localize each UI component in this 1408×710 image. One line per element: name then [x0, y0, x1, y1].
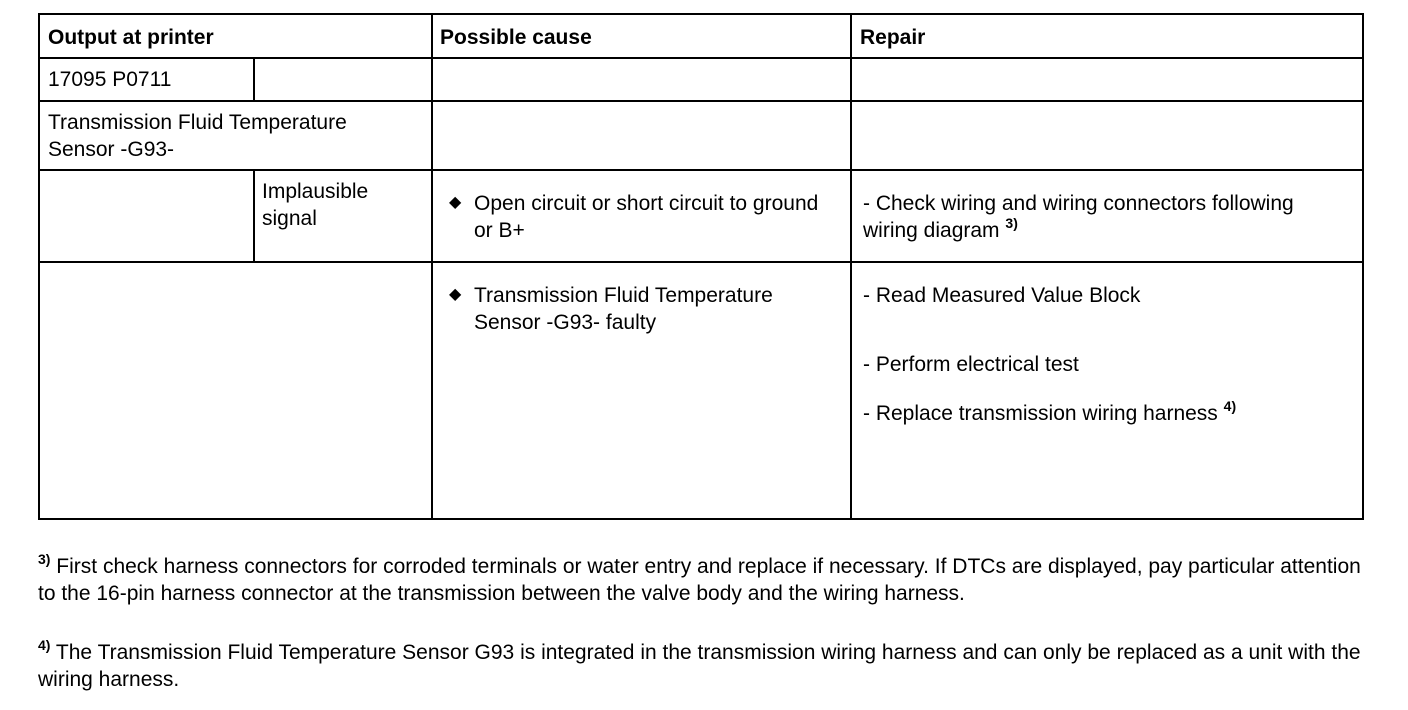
- footnote-ref-4: 4): [1223, 398, 1237, 414]
- fault-code: 17095 P0711: [48, 68, 172, 91]
- diagnostic-table: [38, 13, 1364, 520]
- repair-replace-harness: [863, 400, 1353, 427]
- column-divider: [431, 15, 433, 518]
- footnote-4-marker: 4): [38, 637, 51, 653]
- row-divider: [40, 100, 1362, 102]
- possible-cause-sensor: Transmission Fluid Temperature Sensor -G93- faulty: [474, 284, 773, 334]
- footnote-3-marker: 3): [38, 551, 51, 567]
- repair-check-wiring-text: - Check wiring and wiring connectors following wiring diagram: [863, 192, 1294, 242]
- column-divider: [850, 15, 852, 518]
- possible-cause-wiring: Open circuit or short circuit to ground or B+: [474, 192, 819, 242]
- repair-replace-harness-text: - Replace transmission wiring harness: [863, 402, 1218, 425]
- row-divider: [40, 57, 1362, 59]
- repair-check-wiring: [863, 190, 1353, 244]
- column-divider: [253, 169, 255, 263]
- component-name: Transmission Fluid Temperature Sensor -G93-: [48, 111, 347, 161]
- fault-description: Implausible signal: [262, 180, 369, 230]
- footnote-4: [38, 639, 1378, 693]
- footnote-3: [38, 553, 1378, 607]
- footnote-4-text: The Transmission Fluid Temperature Sensor G93 is integrated in the transmission wiring harness and can only be replaced as a unit with the wiring harness.: [38, 641, 1361, 691]
- header-output-at-printer: Output at printer: [48, 26, 214, 49]
- footnote-ref-3: 3): [1005, 215, 1018, 231]
- row-divider: [40, 261, 1362, 263]
- repair-read-measured-value-block: - Read Measured Value Block: [863, 284, 1141, 307]
- column-divider: [253, 57, 255, 102]
- diamond-bullet-icon: ◆: [449, 286, 462, 303]
- repair-electrical-test: - Perform electrical test: [863, 353, 1079, 376]
- header-repair: Repair: [860, 26, 926, 49]
- footnote-3-text: First check harness connectors for corroded terminals or water entry and replace if necessary. If DTCs are displayed, pay particular attention to the 16-pin harness connector at the transmission between the valve body and the wiring harness.: [38, 555, 1361, 605]
- row-divider: [40, 169, 1362, 171]
- header-possible-cause: Possible cause: [440, 26, 592, 49]
- diamond-bullet-icon: ◆: [449, 194, 462, 211]
